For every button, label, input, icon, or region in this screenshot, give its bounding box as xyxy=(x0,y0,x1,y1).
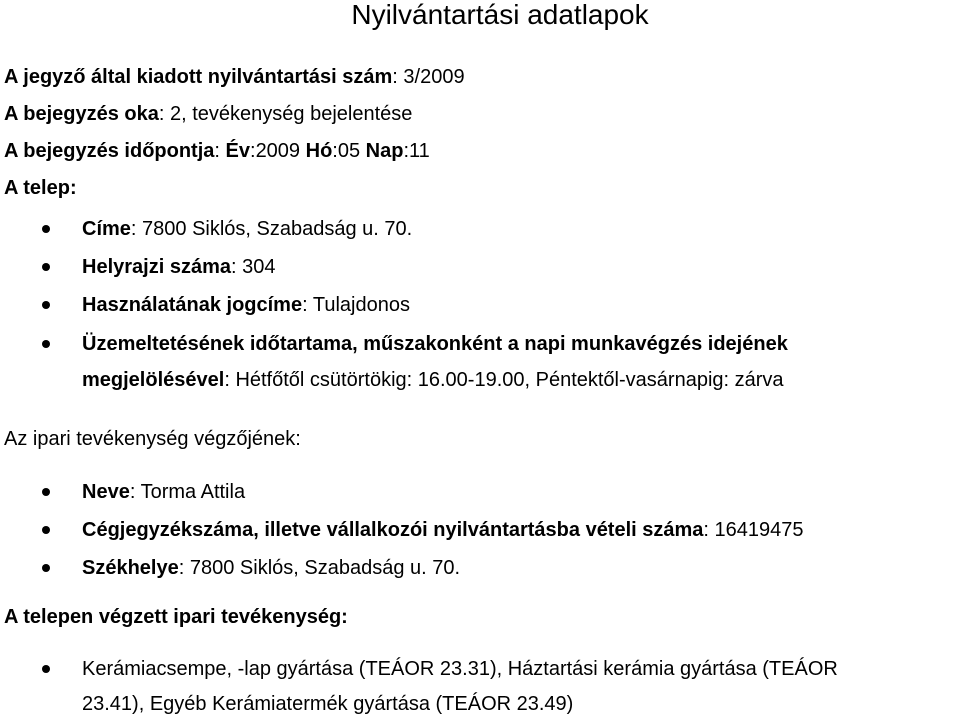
operator-seat-label: Székhelye xyxy=(82,557,179,579)
site-parcel-row xyxy=(82,254,275,280)
registration-number-row xyxy=(4,64,465,90)
bullet-icon xyxy=(42,340,50,348)
month-label: Hó xyxy=(305,140,333,162)
registration-date-row: A bejegyzés időpontja: Év:2009 Hó:05 Nap:11 xyxy=(4,140,430,162)
site-title-sep: : xyxy=(302,294,313,316)
bullet-icon xyxy=(42,488,50,496)
operator-name-row xyxy=(82,479,245,505)
activity-heading: A telepen végzett ipari tevékenység: xyxy=(4,606,348,628)
site-hours-row xyxy=(82,331,788,357)
month-value: 05 xyxy=(337,140,361,162)
operator-seat-sep: : xyxy=(178,557,190,579)
site-address-sep: : xyxy=(130,218,143,240)
registration-reason-row xyxy=(4,101,412,127)
site-address-value: 7800 Siklós, Szabadság u. 70. xyxy=(142,218,413,240)
operator-heading: Az ipari tevékenység végzőjének: xyxy=(4,428,301,450)
registration-date-label: A bejegyzés időpontja xyxy=(4,140,215,162)
site-hours-label-line1: Üzemeltetésének időtartama, műszakonként a napi munkavégzés idejének xyxy=(82,333,788,355)
registration-date-sep: : xyxy=(214,140,226,162)
operator-seat-row xyxy=(82,555,460,581)
operator-seat-value: 7800 Siklós, Szabadság u. 70. xyxy=(189,557,461,579)
activity-line-1: Kerámiacsempe, -lap gyártása (TEÁOR 23.31), Háztartási kerámia gyártása (TEÁOR xyxy=(82,658,838,680)
day-label: Nap xyxy=(365,140,404,162)
site-parcel-label: Helyrajzi száma xyxy=(82,256,231,278)
site-address-label: Címe xyxy=(82,218,131,240)
operator-name-sep: : xyxy=(129,481,141,503)
bullet-icon xyxy=(42,665,50,673)
registration-reason-value: 2, tevékenység bejelentése xyxy=(170,103,413,125)
year-label: Év xyxy=(225,140,250,162)
registration-reason-label: A bejegyzés oka xyxy=(4,103,159,125)
page-title: Nyilvántartási adatlapok xyxy=(351,0,649,30)
site-address-row xyxy=(82,216,412,242)
site-parcel-sep: : xyxy=(230,256,243,278)
year-value: 2009 xyxy=(255,140,301,162)
site-hours-sep: : xyxy=(224,369,236,391)
operator-name-label: Neve xyxy=(82,481,130,503)
bullet-icon xyxy=(42,225,50,233)
bullet-icon xyxy=(42,301,50,309)
operator-registry-sep: : xyxy=(703,519,715,541)
site-parcel-value: 304 xyxy=(242,256,276,278)
registration-number-label: A jegyző által kiadott nyilvántartási szám xyxy=(4,66,393,88)
registration-number-sep: : xyxy=(392,66,404,88)
site-hours-row-continued xyxy=(82,367,784,393)
day-value: 11 xyxy=(409,140,430,162)
site-heading: A telep: xyxy=(4,177,77,199)
operator-registry-value: 16419475 xyxy=(714,519,804,541)
site-title-row xyxy=(82,292,410,318)
registration-number-value: 3/2009 xyxy=(403,66,465,88)
bullet-icon xyxy=(42,526,50,534)
operator-name-value: Torma Attila xyxy=(140,481,246,503)
operator-registry-label: Cégjegyzékszáma, illetve vállalkozói nyilvántartásba vételi száma xyxy=(82,519,704,541)
bullet-icon xyxy=(42,263,50,271)
activity-line-2: 23.41), Egyéb Kerámiatermék gyártása (TEÁOR 23.49) xyxy=(82,693,574,715)
site-hours-label-line2: megjelölésével xyxy=(82,369,225,391)
site-hours-value: Hétfőtől csütörtökig: 16.00-19.00, Péntektől-vasárnapig: zárva xyxy=(235,369,784,391)
bullet-icon xyxy=(42,564,50,572)
site-title-label: Használatának jogcíme xyxy=(82,294,303,316)
operator-registry-row xyxy=(82,517,804,543)
registration-reason-sep: : xyxy=(158,103,171,125)
site-title-value: Tulajdonos xyxy=(312,294,410,316)
